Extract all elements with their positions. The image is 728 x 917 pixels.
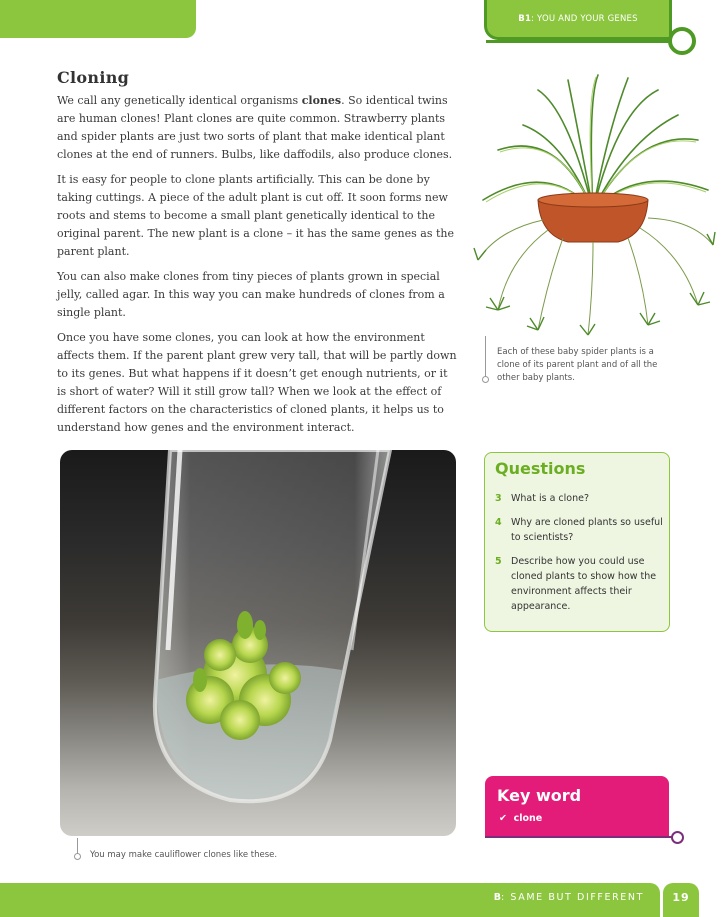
questions-title: Questions — [495, 459, 586, 478]
question-number: 3 — [495, 493, 502, 504]
question-number: 5 — [495, 556, 502, 567]
chapter-label: B1: YOU AND YOUR GENES — [518, 14, 638, 24]
keyword-rule — [485, 836, 675, 838]
section-title: Cloning — [57, 68, 130, 87]
cauliflower-caption: You may make cauliflower clones like these. — [90, 850, 278, 860]
spider-plant-illustration — [468, 70, 718, 340]
header-left-tab — [0, 0, 196, 38]
chapter-header — [484, 0, 672, 40]
page-number-box — [663, 883, 699, 917]
check-icon: ✔ — [499, 813, 514, 824]
questions-box — [484, 452, 670, 632]
question-number: 4 — [495, 517, 502, 528]
paragraph-1: We call any genetically identical organisms clones. So identical twins are human clones! Plant clones are quite common. Strawberry plants and spider plants are just two sorts of plant that make identical plant clones at the end of runners. Bulbs, like daffodils, also produce clones. — [57, 94, 453, 161]
question-4 — [495, 515, 665, 545]
keyword-item — [499, 813, 542, 824]
paragraph-4: Once you have some clones, you can look at how the environment affects them. If the parent plant grew very tall, that will be partly down to its genes. But what happens if it doesn’t get enough nutrients, or it is short of water? Will it still grow tall? When we look at the effect of different factors on the characteristics of cloned plants, it helps us to understand how genes and the environment interact. — [57, 331, 457, 434]
test-tube-image — [60, 450, 456, 836]
paragraph-3: You can also make clones from tiny pieces of plants grown in special jelly, called agar. In this way you can make hundreds of clones from a single plant. — [57, 270, 445, 319]
question-text: Describe how you could use cloned plants to show how the environment affects their appearance. — [511, 556, 657, 612]
footer-section-label: B: SAME BUT DIFFERENT — [493, 892, 644, 903]
keyword-box — [485, 776, 669, 836]
header-ring-decoration — [668, 27, 696, 55]
paragraph-2: It is easy for people to clone plants artificially. This can be done by taking cuttings. A piece of the adult plant is cut off. It soon forms new roots and stems to become a small plant genetically identical to the original parent. The new plant is a clone – it has the same genes as the parent plant. — [57, 173, 455, 258]
question-3 — [495, 491, 665, 506]
spider-caption-line — [485, 336, 486, 378]
footer-bar — [0, 883, 660, 917]
question-text: What is a clone? — [511, 493, 590, 504]
keyword-title: Key word — [497, 786, 582, 805]
cauliflower-clone-photo — [60, 450, 456, 836]
page-number: 19 — [672, 891, 690, 904]
spider-plant-caption: Each of these baby spider plants is a clone of its parent plant and of all the other baby plants. — [497, 347, 658, 383]
spider-caption-dot — [482, 376, 489, 383]
photo-caption-dot — [74, 853, 81, 860]
header-rule — [486, 40, 674, 43]
keyword-ring-decoration — [671, 831, 684, 844]
body-text — [57, 92, 457, 444]
question-text: Why are cloned plants so useful to scientists? — [511, 517, 663, 543]
keyword-clone: clone — [513, 813, 543, 824]
question-5 — [495, 554, 665, 614]
